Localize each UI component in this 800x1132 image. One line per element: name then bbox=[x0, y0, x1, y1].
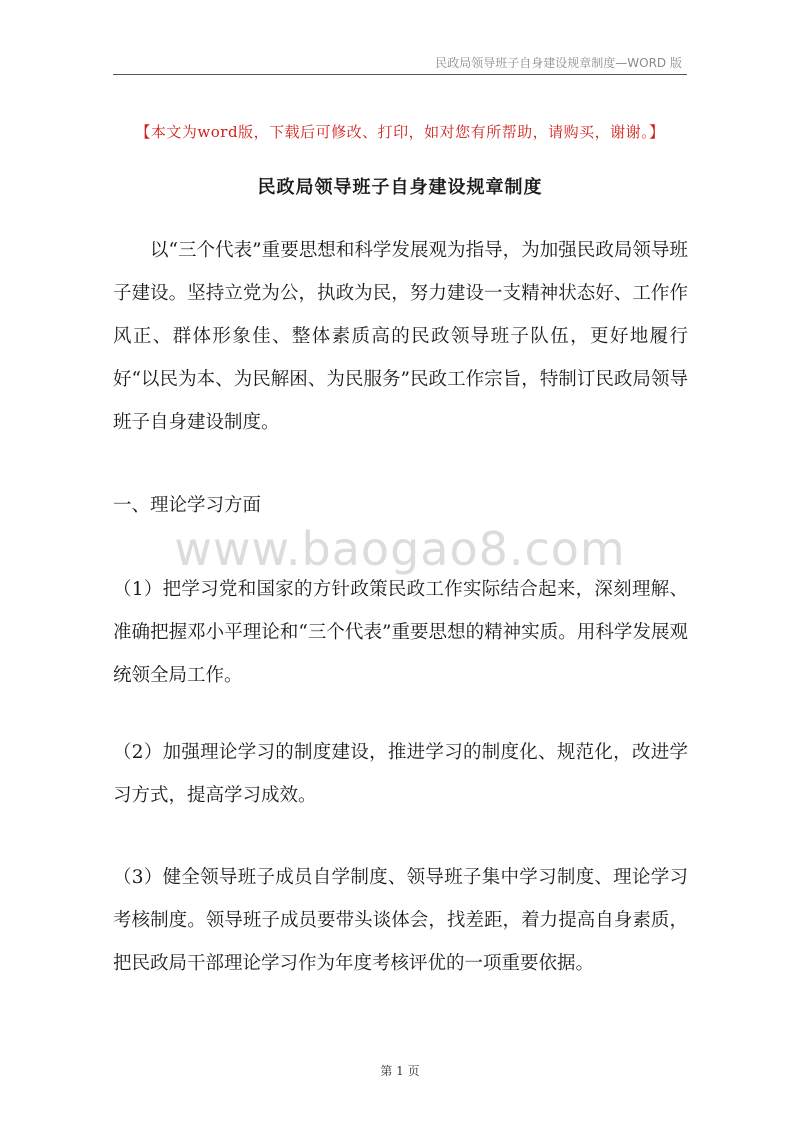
running-header: 民政局领导班子自身建设规章制度—WORD 版 bbox=[435, 56, 682, 70]
purchase-notice: 【本文为word版，下载后可修改、打印，如对您有所帮助，请购买，谢谢。】 bbox=[135, 123, 665, 141]
page-number: 第 1 页 bbox=[380, 1064, 420, 1078]
section-heading-theory-study: 一、理论学习方面 bbox=[113, 495, 262, 516]
intro-paragraph: 以“三个代表”重要思想和科学发展观为指导，为加强民政局领导班子建设。坚持立党为公，执政为民，努力建设一支精神状态好、工作作风正、群体形象佳、整体素质高的民政领导班子队伍，更好地履行好“以民为本、为民解困、为民服务”民政工作宗旨，特制订民政局领导班子自身建设制度。 bbox=[113, 240, 688, 433]
list-item: （3）健全领导班子成员自学制度、领导班子集中学习制度、理论学习考核制度。领导班子成员要带头谈体会，找差距，着力提高自身素质，把民政局干部理论学习作为年度考核评优的一项重要依据。 bbox=[113, 867, 688, 974]
list-item: （1）把学习党和国家的方针政策民政工作实际结合起来，深刻理解、准确把握邓小平理论和“三个代表”重要思想的精神实质。用科学发展观统领全局工作。 bbox=[113, 579, 688, 686]
header-divider bbox=[113, 74, 687, 75]
document-title: 民政局领导班子自身建设规章制度 bbox=[257, 177, 543, 198]
watermark-text: www.baogao8.com bbox=[174, 522, 626, 576]
list-item: （2）加强理论学习的制度建设，推进学习的制度化、规范化，改进学习方式，提高学习成效。 bbox=[113, 742, 688, 806]
